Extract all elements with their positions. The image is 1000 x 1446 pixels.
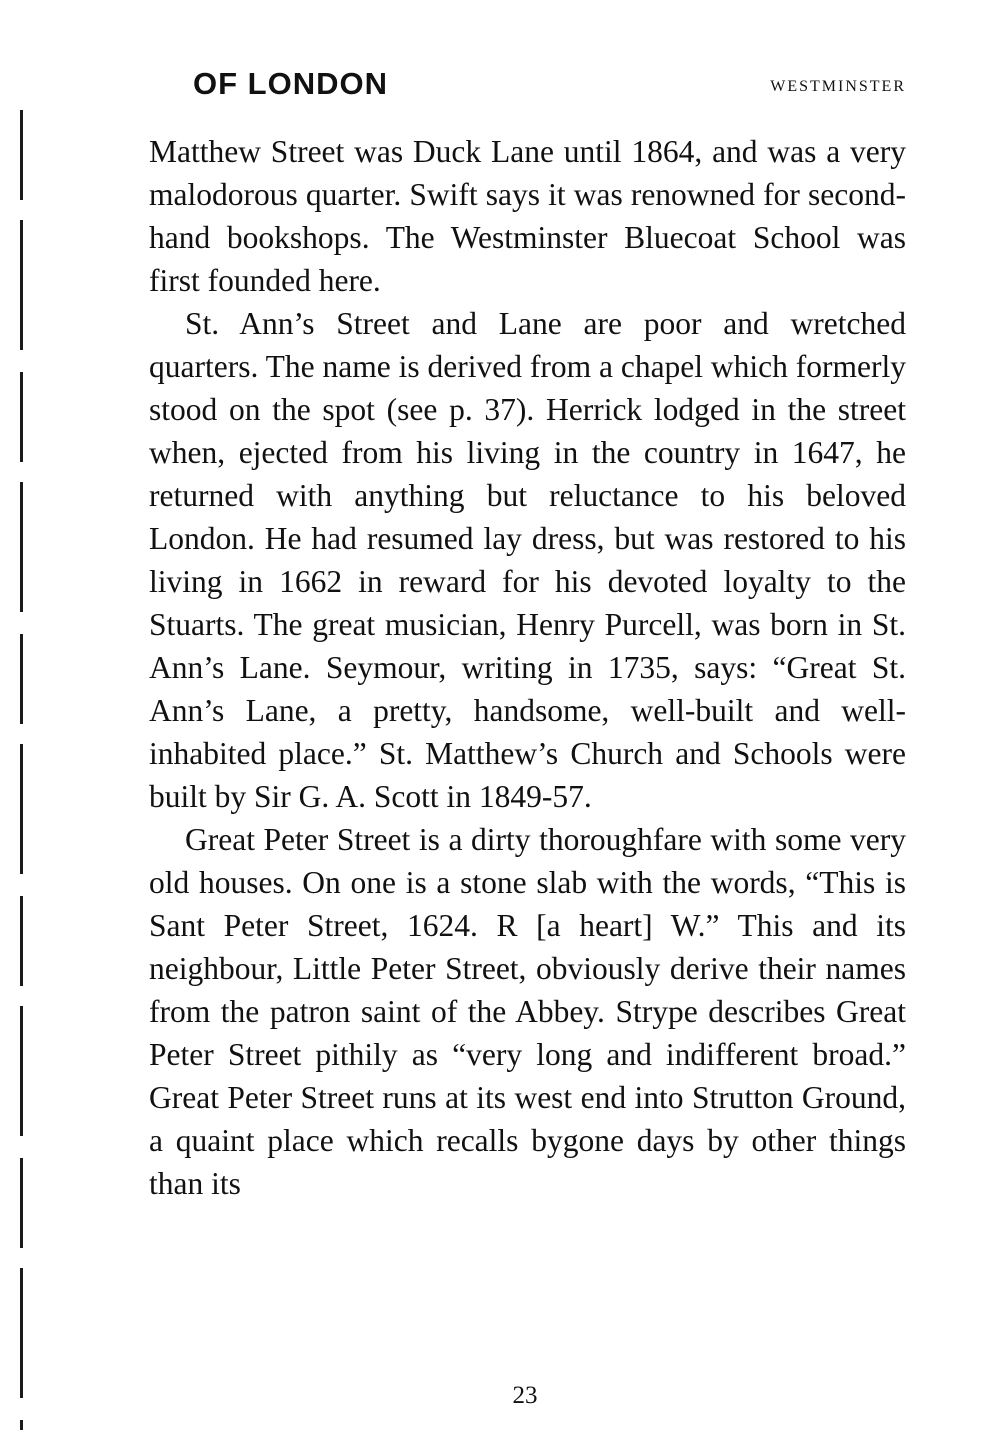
body-text <box>149 130 906 1205</box>
paragraph-great-peter-street: Great Peter Street is a dirty thoroughfare with some very old houses. On one is a stone slab with the words, “This is Sant Peter Street, 1624. R [a heart] W.” This and its neighbour, Little Peter Street, obviously derive their names from the patron saint of the Abbey. Strype describes Great Peter Street pithily as “very long and indifferent broad.” Great Peter Street runs at its west end into Strutton Ground, a quaint place which recalls bygone days by other things than its <box>149 822 906 1201</box>
running-head <box>193 66 906 106</box>
running-head-title: OF LONDON <box>193 66 388 101</box>
binding-edge <box>20 110 23 1430</box>
running-head-section: WESTMINSTER <box>770 78 906 95</box>
paragraph-st-anns-street: St. Ann’s Street and Lane are poor and wretched quarters. The name is derived from a chapel which formerly stood on the spot (see p. 37). Herrick lodged in the street when, ejected from his living in the country in 1647, he returned with anything but reluctance to his beloved London. He had resumed lay dress, but was restored to his living in 1662 in reward for his devoted loyalty to the Stuarts. The great musician, Henry Purcell, was born in St. Ann’s Lane. Seymour, writing in 1735, says: “Great St. Ann’s Lane, a pretty, handsome, well-built and well-inhabited place.” St. Matthew’s Church and Schools were built by Sir G. A. Scott in 1849-57. <box>149 306 906 814</box>
page-number: 23 <box>512 1382 538 1409</box>
paragraph-matthew-street: Matthew Street was Duck Lane until 1864, and was a very malodorous quarter. Swift says it was renowned for second-hand bookshops. The Westminster Bluecoat School was first founded here. <box>149 134 906 298</box>
